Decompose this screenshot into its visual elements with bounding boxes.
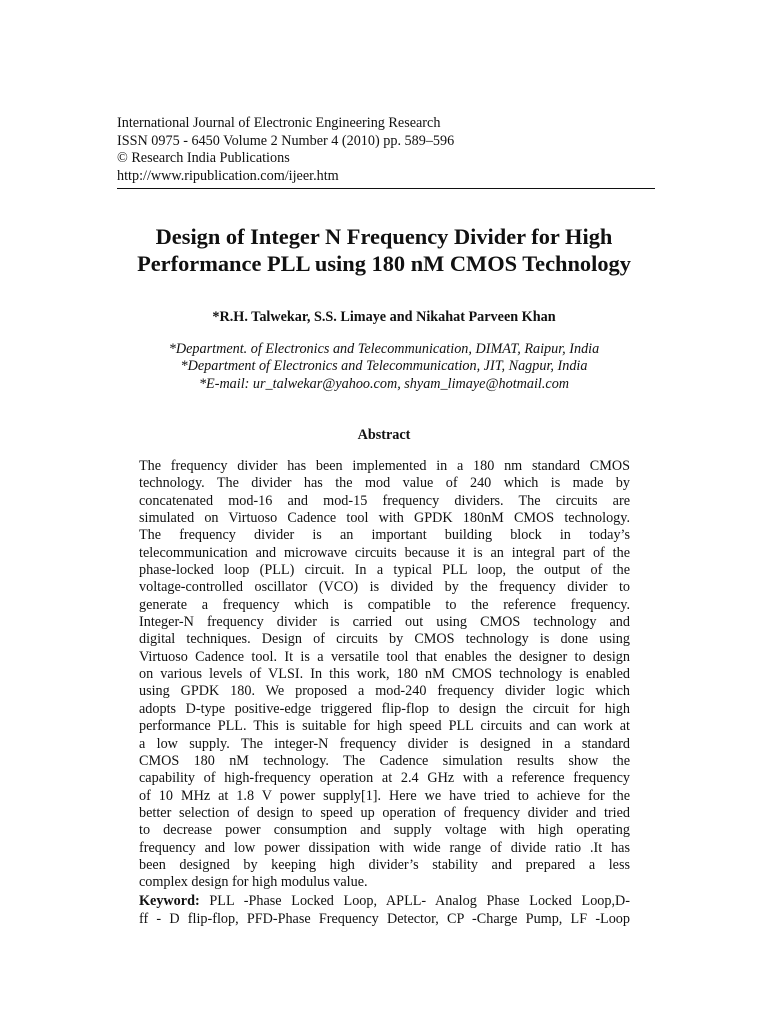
abstract-line: of 10 MHz at 1.8 V power supply[1]. Here we have tried to achieve for the [139, 787, 630, 804]
abstract-line: using GPDK 180. We proposed a mod-240 frequency divider logic which [139, 683, 630, 700]
journal-url: http://www.ripublication.com/ijeer.htm [117, 167, 339, 184]
abstract-line: performance PLL. This is suitable for high speed PLL circuits and can work at [139, 718, 630, 735]
paper-title-line: Design of Integer N Frequency Divider for High [155, 224, 613, 249]
abstract-line: Integer-N frequency divider is carried out using CMOS technology and [139, 614, 630, 631]
journal-issn-volume: ISSN 0975 - 6450 Volume 2 Number 4 (2010) pp. 589–596 [117, 132, 455, 149]
keyword-line [139, 893, 630, 911]
abstract-line: on various levels of VLSI. In this work, 180 nM CMOS technology is enabled [139, 666, 630, 683]
abstract-line: complex design for high modulus value. [139, 874, 368, 891]
header-divider [117, 188, 655, 189]
journal-header [117, 115, 657, 185]
journal-name: International Journal of Electronic Engineering Research [117, 115, 441, 131]
abstract-line: The frequency divider is an important building block in today’s [139, 527, 630, 544]
abstract-line: CMOS 180 nM technology. The Cadence simulation results show the [139, 752, 630, 769]
keyword-text: PLL -Phase Locked Loop, APLL- Analog Phase Locked Loop,D- [199, 893, 630, 909]
abstract-line: adopts D-type positive-edge triggered flip-flop to design the circuit for high [139, 700, 630, 717]
abstract-line: The frequency divider has been implemented in a 180 nm standard CMOS [139, 458, 630, 474]
abstract-line: to decrease power consumption and supply voltage with high operating [139, 822, 630, 839]
abstract-line: capability of high-frequency operation at 2.4 GHz with a reference frequency [139, 770, 630, 787]
abstract-line: simulated on Virtuoso Cadence tool with GPDK 180nM CMOS technology. [139, 510, 630, 527]
abstract-line: been designed by keeping high divider’s stability and prepared a less [139, 856, 630, 873]
abstract-line: concatenated mod-16 and mod-15 frequency dividers. The circuits are [139, 492, 630, 509]
abstract-line: Virtuoso Cadence tool. It is a versatile tool that enables the designer to design [139, 648, 630, 665]
abstract-line: generate a frequency which is compatible to the reference frequency. [139, 596, 630, 613]
abstract-body [139, 458, 630, 892]
keywords [139, 893, 630, 928]
paper-affiliations [60, 341, 708, 393]
author-email-line: *E-mail: ur_talwekar@yahoo.com, shyam_limaye@hotmail.com [198, 375, 570, 392]
abstract-line: a low supply. The integer-N frequency divider is designed in a standard [139, 735, 630, 752]
abstract-line: frequency and low power dissipation with wide range of divide ratio .It has [139, 839, 630, 856]
paper-title-line: Performance PLL using 180 nM CMOS Technology [137, 251, 631, 276]
abstract-line: digital techniques. Design of circuits by CMOS technology is done using [139, 631, 630, 648]
abstract-line: technology. The divider has the mod value of 240 which is made by [139, 475, 630, 492]
paper-title [60, 223, 708, 277]
abstract-line: phase-locked loop (PLL) circuit. In a typical PLL loop, the output of the [139, 562, 630, 579]
affiliation-line: *Department. of Electronics and Telecommunication, DIMAT, Raipur, India [168, 341, 600, 357]
paper-authors: *R.H. Talwekar, S.S. Limaye and Nikahat Parveen Khan [212, 309, 556, 325]
keyword-line: ff - D flip-flop, PFD-Phase Frequency Detector, CP -Charge Pump, LF -Loop [139, 910, 630, 927]
abstract-line: telecommunication and microwave circuits because it is an integral part of the [139, 544, 630, 561]
journal-publisher: © Research India Publications [117, 150, 290, 167]
affiliation-line: *Department of Electronics and Telecommunication, JIT, Nagpur, India [180, 358, 588, 375]
abstract-line: better selection of design to speed up operation of frequency divider and tried [139, 804, 630, 821]
keyword-label: Keyword: [139, 893, 200, 909]
abstract-line: voltage-controlled oscillator (VCO) is divided by the frequency divider to [139, 579, 630, 596]
abstract-heading: Abstract [357, 427, 411, 443]
